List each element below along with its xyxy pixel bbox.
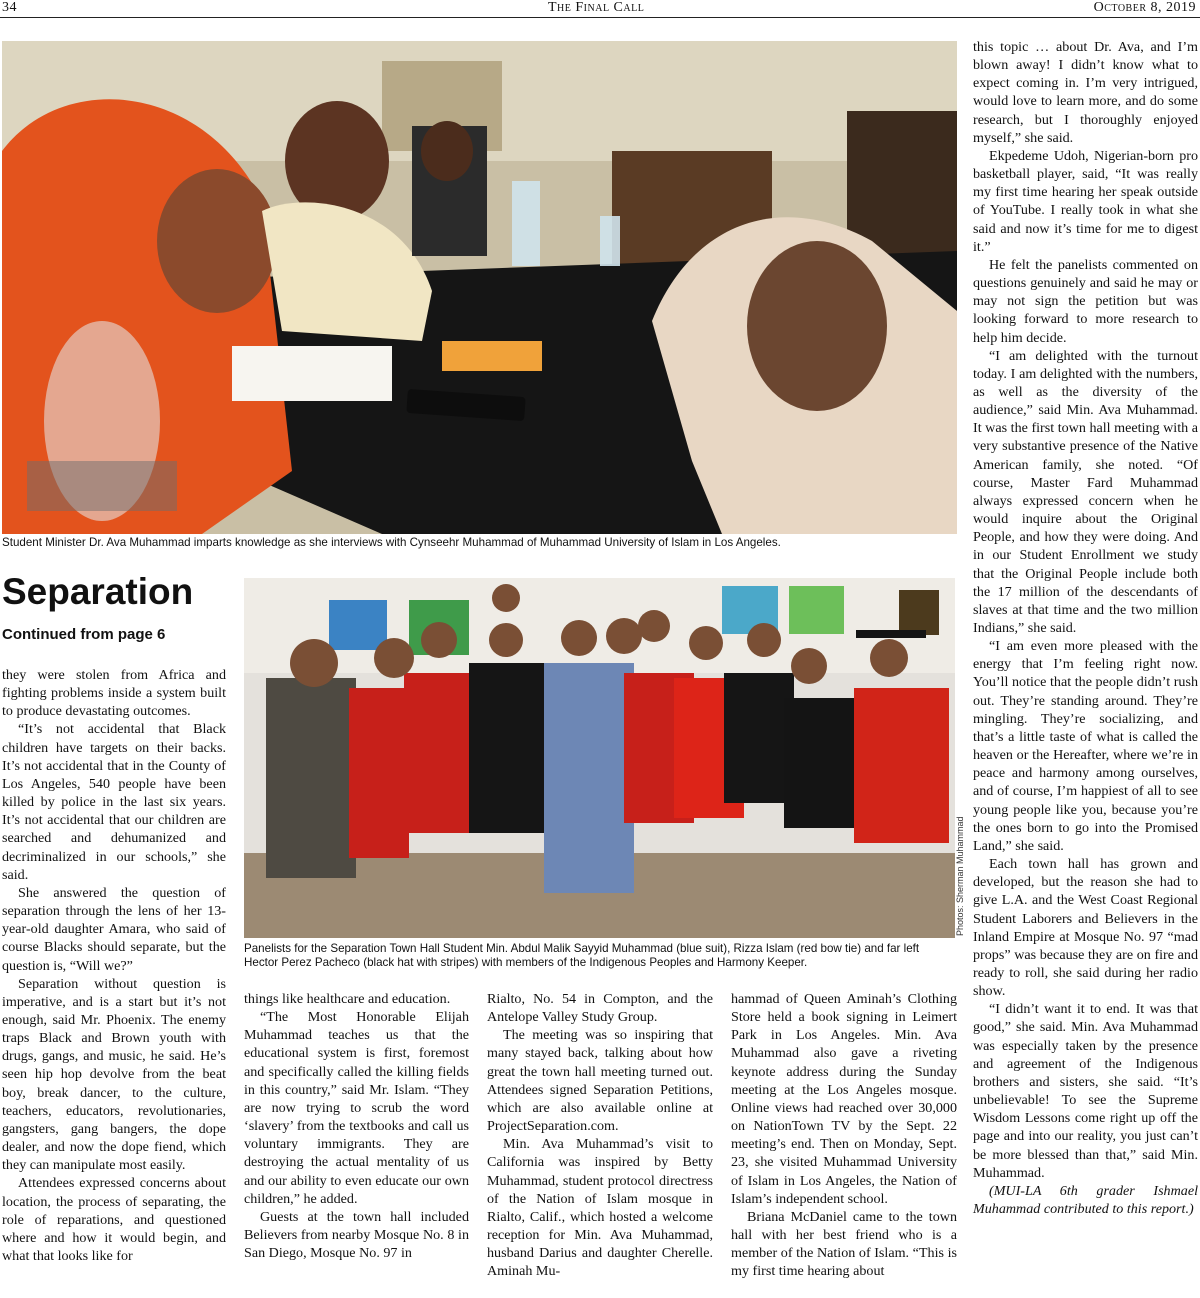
article-paragraph: The meeting was so inspiring that many stayed back, talking about how great the town hall meeting turned out. Attendees signed Separation Petitions, which are also available online at ProjectSeparation.com. [487, 1027, 713, 1135]
article-paragraph: “I am delighted with the turnout today. I am delighted with the numbers, as well as the diversity of the audience,” said Min. Ava Muhammad. It was the first town hall meeting with a very substantive presence of the Native American family, she noted. “Of course, Master Fard Muhammad always expressed concern when he would inquire about the Original People, and how they were doing. And in our Student Enrollment we study that the Original People include both the 17 million of the descendants of slaves at that time and the two million Indians,” she said. [973, 347, 1198, 636]
headline: Separation [2, 571, 194, 612]
photo-group [244, 578, 955, 938]
article-paragraph: “I am even more pleased with the energy that I’m feeling right now. You’ll notice that the people didn’t rush out. They’re standing around. They’re mingling. They’re socializing, and that’s a little taste of what is called the heaven or the Hereafter, where we’re in peace and harmony among ourselves, and of course, I’m happiest of all to see young people like you, because you’re the ones born to go into the Promised Land,” she said. [973, 638, 1198, 854]
article-column-5 [973, 38, 1198, 1218]
article-paragraph: Rialto, No. 54 in Compton, and the Antelope Valley Study Group. [487, 991, 713, 1026]
issue-date: October 8, 2019 [1093, 0, 1196, 15]
article-paragraph: they were stolen from Africa and fighting problems inside a system built to produce devastating outcomes. [2, 667, 226, 720]
article-paragraph: Separation without question is imperative, and is a start but it’s not enough, said Mr. Phoenix. The enemy traps Black and Brown youth with drugs, gangs, and music, he said. He’s seen hip hop devolve from the beat boy, break dancer, to the culture, teachers, educators, revolutionaries, gangsters, gang bangers, the dope dealer, and now the dope fiend, which they can manipulate most easily. [2, 975, 226, 1174]
article-paragraph: “I didn’t want it to end. It was that good,” she said. Min. Ava Muhammad was especially taken by the presence and agreement of the Indigenous brothers and sisters, she said. “It’s unbelievable! To see the Supreme Wisdom Lessons come right up off the page and into our reality, you just can’t be more blessed than that,” said Min. Muhammad. [973, 1001, 1198, 1181]
top-photo-caption: Student Minister Dr. Ava Muhammad imparts knowledge as she interviews with Cynseehr Muhammad of Muhammad University of Islam in Los Angeles. [2, 536, 781, 549]
article-column-2 [244, 990, 469, 1262]
photo-top [2, 41, 957, 534]
article-paragraph: Guests at the town hall included Believers from nearby Mosque No. 8 in San Diego, Mosque No. 97 in [244, 1208, 469, 1262]
continued-line: Continued from page 6 [2, 626, 166, 643]
article-paragraph: Min. Ava Muhammad’s visit to California was inspired by Betty Muhammad, student protocol directress of the Nation of Islam mosque in Rialto, Calif., which hosted a welcome reception for Min. Ava Muhammad, husband Darius and daughter Cherelle. Aminah Mu- [487, 1136, 713, 1280]
article-paragraph: things like healthcare and education. [244, 991, 451, 1007]
article-paragraph: Each town hall has grown and developed, but the reason she had to give L.A. and the West Coast Regional Student Laborers and Believers in the Inland Empire at Mosque No. 97 “mad props” was because they are on fire and ready to roll, she said during her radio show. [973, 856, 1198, 1000]
article-paragraph: hammad of Queen Aminah’s Clothing Store held a book signing in Leimert Park in Los Angeles. Min. Ava Muhammad also gave a riveting keynote address during the Sunday meeting at the Los Angeles mosque. Online views had reached over 30,000 on NationTown TV by the Sept. 22 meeting’s end. Then on Monday, Sept. 23, she visited Muhammad University of Islam in Los Angeles, the Nation of Islam’s independent school. [731, 991, 957, 1207]
article-paragraph: Ekpedeme Udoh, Nigerian-born pro basketball player, said, “It was really my first time hearing her speak outside of YouTube. I really took in what she said and now it’s time for me to digest it.” [973, 147, 1198, 255]
contributor-note: (MUI-LA 6th grader Ishmael Muhammad contributed to this report.) [973, 1182, 1198, 1217]
article-paragraph: “The Most Honorable Elijah Muhammad teaches us that the educational system is first, foremost and specifically called the killing fields in this country,” said Mr. Islam. “They are now trying to scrub the word ‘slavery’ from the textbooks and call us voluntary immigrants. They are destroying the actual mentality of us and our ability to even educate our own children,” he added. [244, 1009, 469, 1207]
article-paragraph: this topic … about Dr. Ava, and I’m blown away! I didn’t know what to expect coming in. I’m very intrigued, would love to learn more, and do some research, but I thoroughly enjoyed myself,” she said. [973, 39, 1198, 146]
article-column-3 [487, 990, 713, 1281]
page-number: 34 [2, 0, 17, 15]
photo-group-icon [244, 578, 955, 938]
article-column-1 [2, 666, 226, 1265]
page-header [0, 0, 1200, 18]
article-paragraph: She answered the question of separation through the lens of her 13-year-old daughter Amara, who said of course Blacks should separate, but the question is, “Will we?” [2, 884, 226, 974]
article-paragraph: He felt the panelists commented on questions genuinely and said he may or may not sign the petition but was looking forward to more research to help him decide. [973, 256, 1198, 346]
article-paragraph: “It’s not accidental that Black children have targets on their backs. It’s not accidental that in the County of Los Angeles, 540 people have been killed by police in the last six years. It’s not accidental that our children are searched and dehumanized and decriminalized in our schools,” she said. [2, 721, 226, 883]
publication-name: The Final Call [548, 0, 645, 15]
article-paragraph: Briana McDaniel came to the town hall with her best friend who is a member of the Nation of Islam. “This is my first time hearing about [731, 1208, 957, 1280]
photo-credit-text: Photos: Sherman Muhammad [955, 816, 965, 936]
article-paragraph: Attendees expressed concerns about location, the process of separating, the role of reparations, and questioned where and how it would begin, and what that looks like for [2, 1175, 226, 1264]
article-column-4 [731, 990, 957, 1281]
photo-panel-table-icon [2, 41, 957, 534]
group-photo-caption: Panelists for the Separation Town Hall Student Min. Abdul Malik Sayyid Muhammad (blue suit), Rizza Islam (red bow tie) and far left Hector Perez Pacheco (black hat with stripes) with members of the Indigenous Peoples and Harmony Keeper. [244, 942, 920, 969]
